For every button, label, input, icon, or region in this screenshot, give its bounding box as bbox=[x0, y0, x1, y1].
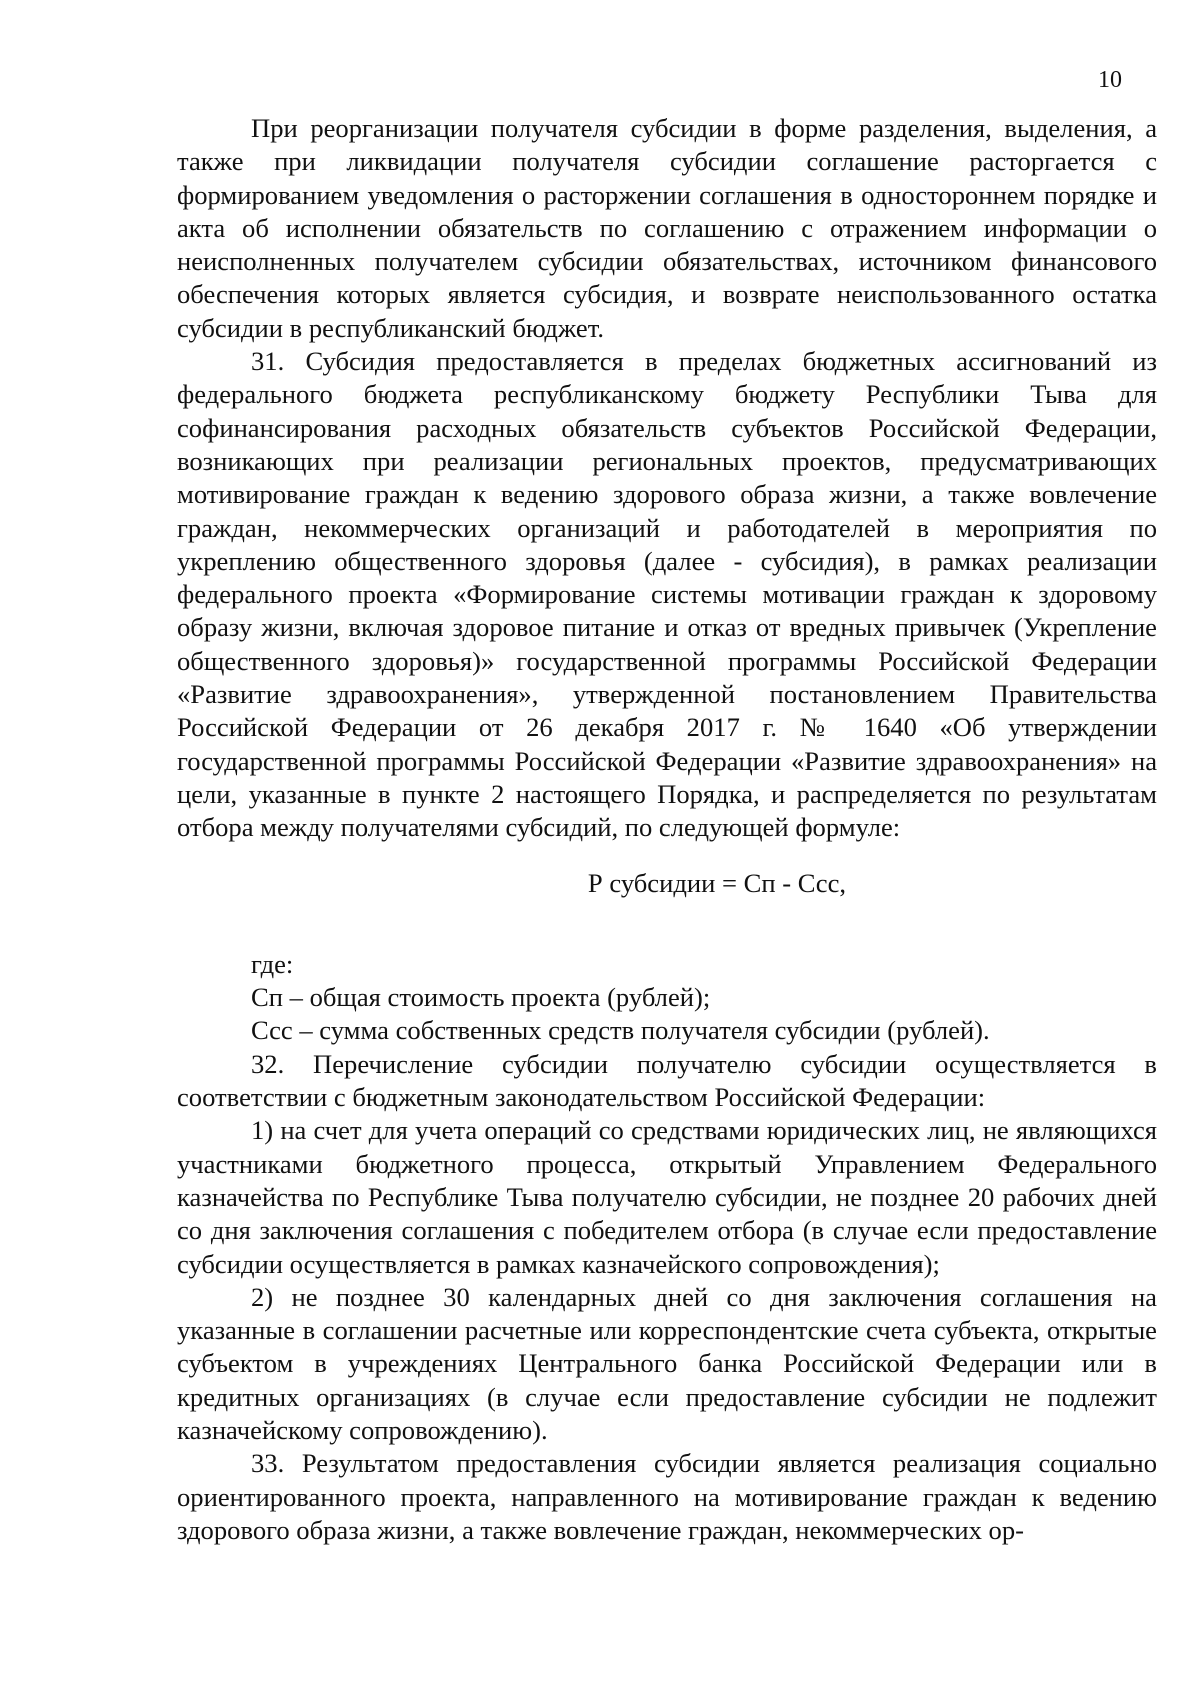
paragraph-32-item-1: 1) на счет для учета операций со средствами юридических лиц, не являющихся участниками бюджетного процесса, открытый Управлением Федерального казначейства по Республике Тыва получателю субсидии, не позднее 20 рабочих дней со дня заключения соглашения с победителем отбора (в случае если предоставление субсидии осуществляется в рамках казначейского сопровождения); bbox=[177, 1115, 1157, 1279]
paragraph-32-item-2: 2) не позднее 30 календарных дней со дня заключения соглашения на указанные в соглашении расчетные или корреспондентские счета субъекта, открытые субъектом в учреждениях Центрального банка Российской Федерации или в кредитных организациях (в случае если предоставление субсидии не подлежит казначейскому сопровождению). bbox=[177, 1281, 1157, 1445]
formula-definition-sss: Ссс – сумма собственных средств получателя субсидии (рублей). bbox=[251, 1015, 990, 1046]
formula-definition-sp: Сп – общая стоимость проекта (рублей); bbox=[251, 982, 711, 1013]
paragraph-reorganization: При реорганизации получателя субсидии в форме разделения, выделения, а также при ликвидации получателя субсидии соглашение расторгается с формированием уведомления о расторжении соглашения в одностороннем порядке и акта об исполнении обязательств по соглашению с отражением информации о неисполненных получателем субсидии обязательствах, источником финансового обеспечения которых является субсидия, и возврате неиспользованного остатка субсидии в республиканский бюджет. bbox=[177, 113, 1157, 343]
paragraph-31: 31. Субсидия предоставляется в пределах бюджетных ассигнований из федерального бюджета республиканскому бюджету Республики Тыва для софинансирования расходных обязательств субъектов Российской Федерации, возникающих при реализации региональных проектов, предусматривающих мотивирование граждан к ведению здорового образа жизни, а также вовлечение граждан, некоммерческих организаций и работодателей в мероприятия по укреплению общественного здоровья (далее - субсидия), в рамках реализации федерального проекта «Формирование системы мотивации граждан к здоровому образу жизни, включая здоровое питание и отказ от вредных привычек (Укрепление общественного здоровья)» государственной программы Российской Федерации «Развитие здравоохранения», утвержденной постановлением Правительства Российской Федерации от 26 декабря 2017 г. № 1640 «Об утверждении государственной программы Российской Федерации «Развитие здравоохранения» на цели, указанные в пункте 2 настоящего Порядка, и распределяется по результатам отбора между получателями субсидий, по следующей формуле: bbox=[177, 346, 1157, 843]
page-number: 10 bbox=[1098, 67, 1122, 93]
formula: Р субсидии = Сп - Ссс, bbox=[587, 867, 847, 898]
formula-where: где: bbox=[251, 948, 294, 979]
paragraph-32: 32. Перечисление субсидии получателю субсидии осуществляется в соответствии с бюджетным законодательством Российской Федерации: bbox=[177, 1048, 1157, 1113]
paragraph-33: 33. Результатом предоставления субсидии является реализация социально ориентированного проекта, направленного на мотивирование граждан к ведению здорового образа жизни, а также вовлечение граждан, некоммерческих ор- bbox=[177, 1448, 1157, 1545]
document-body bbox=[177, 112, 1157, 1547]
